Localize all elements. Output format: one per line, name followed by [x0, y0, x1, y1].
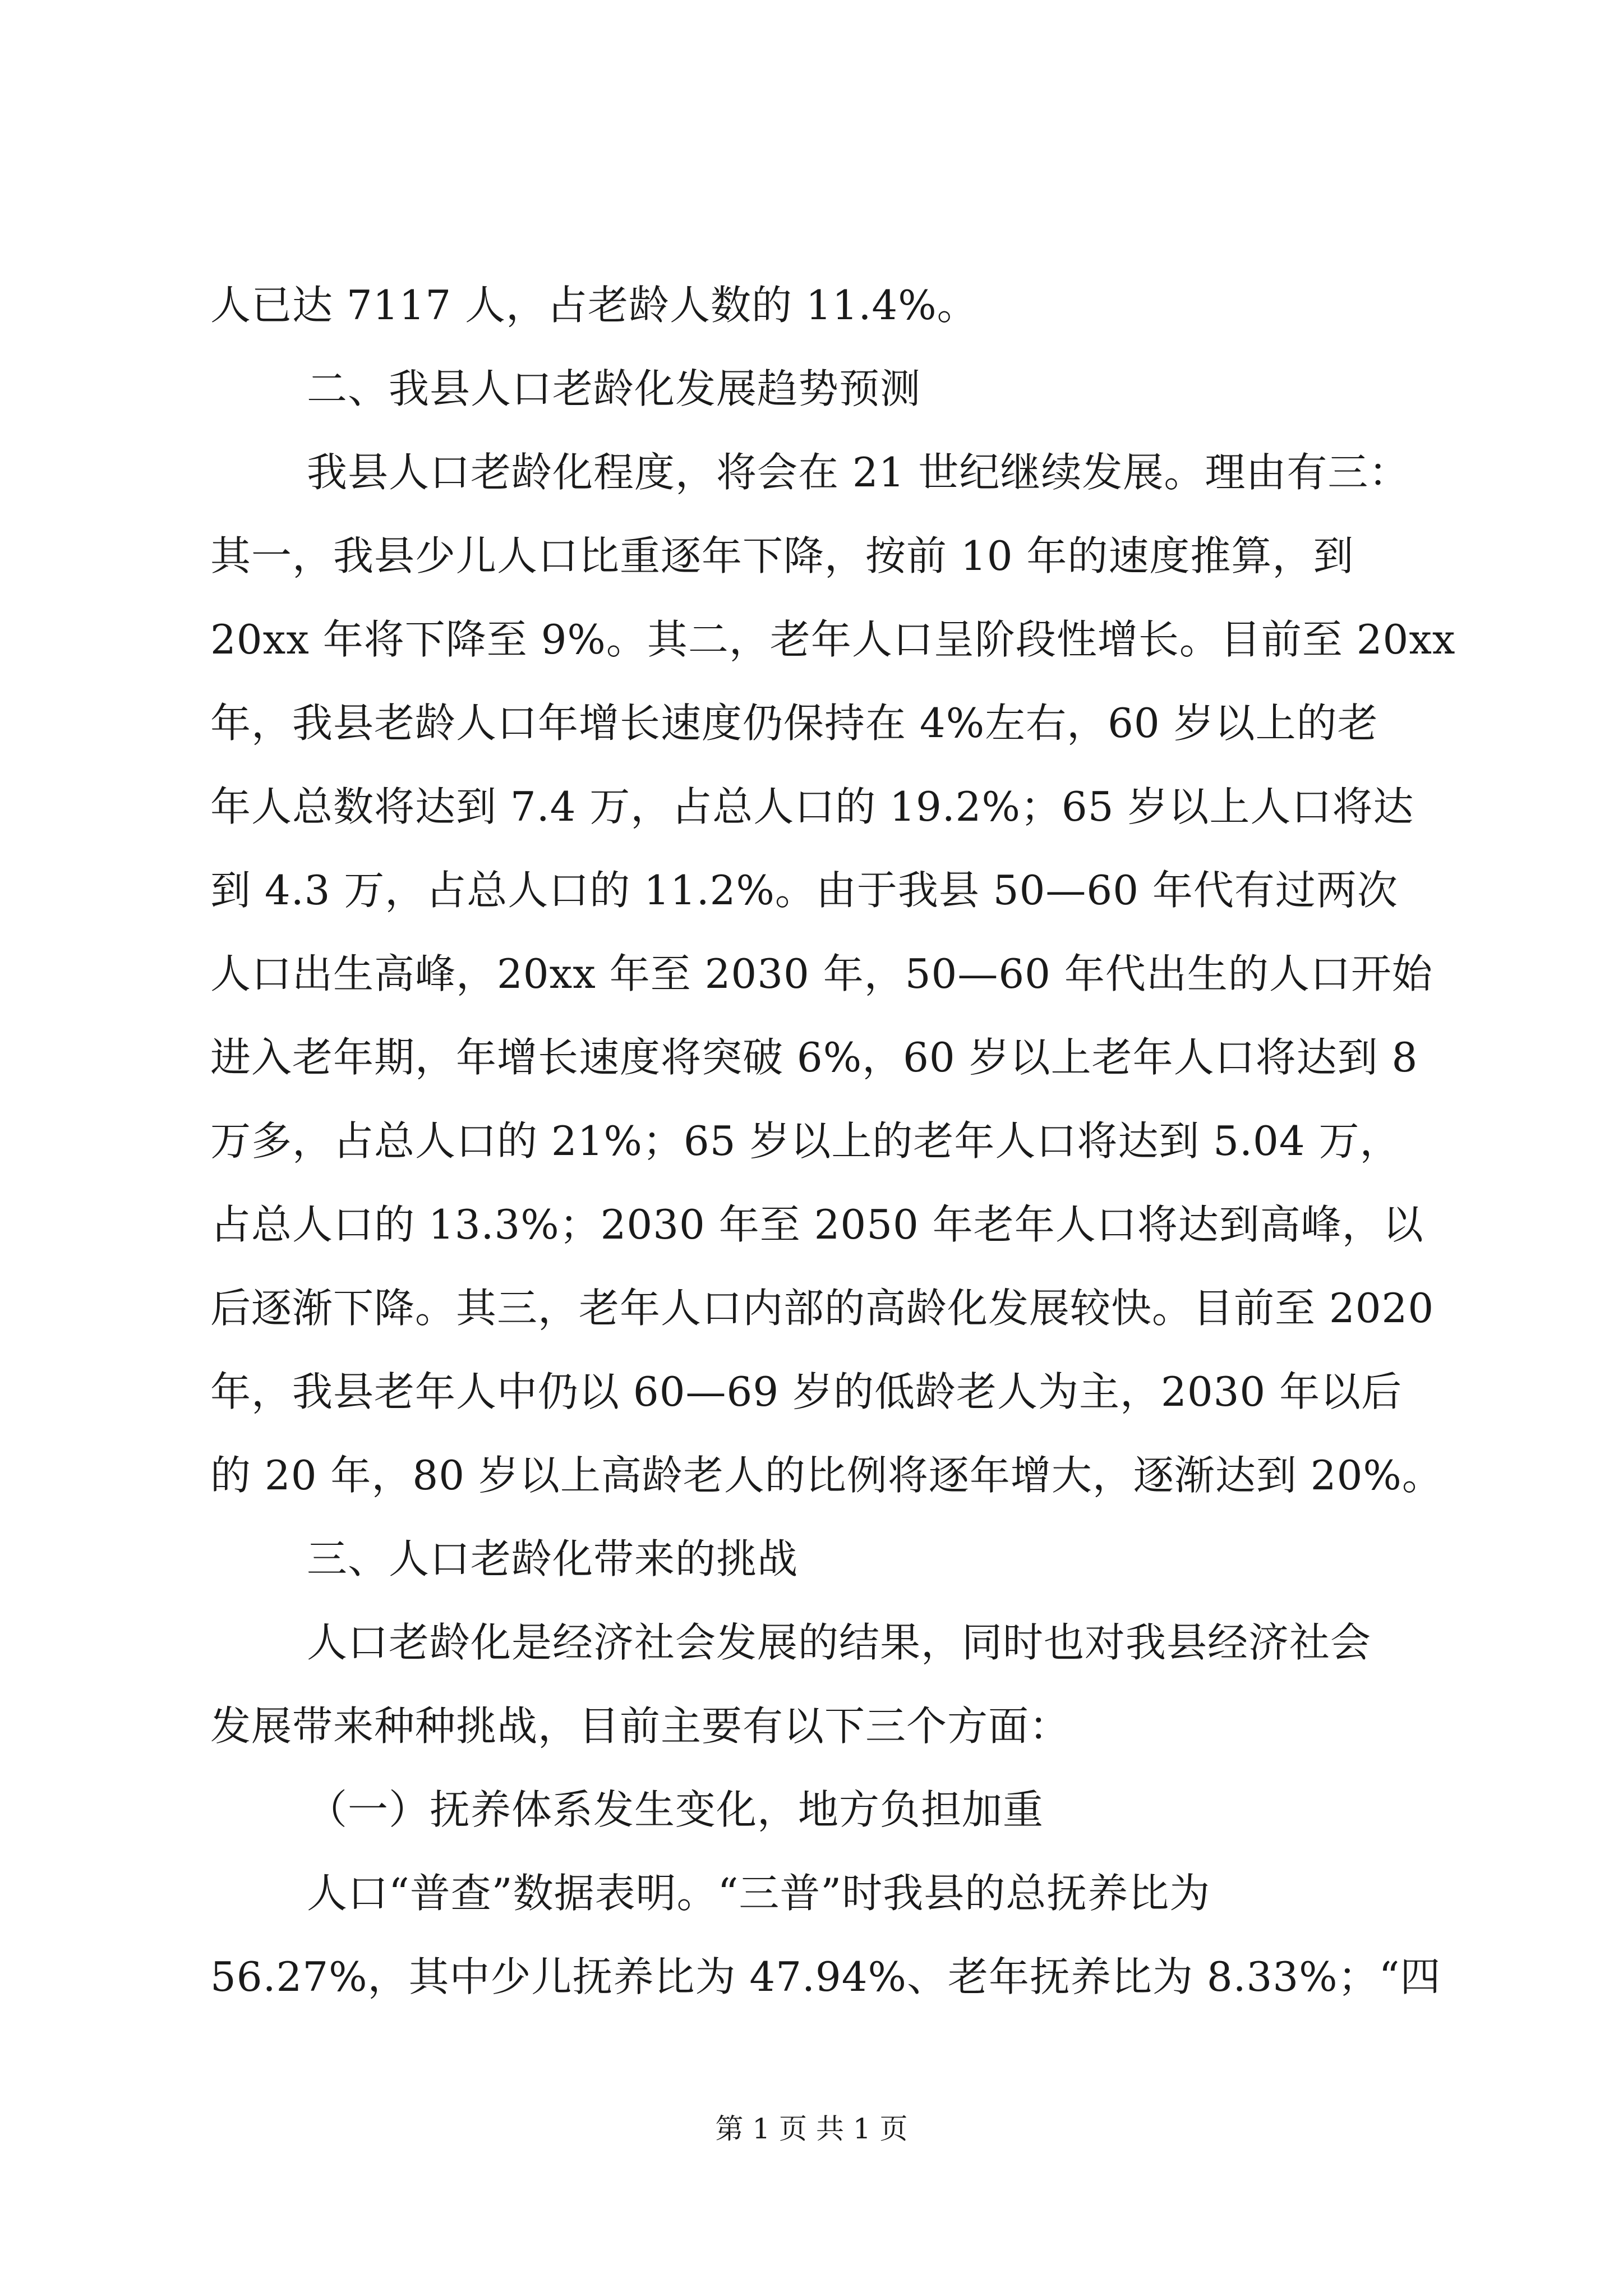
- text-line: （一）抚养体系发生变化，地方负担加重: [307, 1786, 1044, 1833]
- text-line: 进入老年期，年增长速度将突破 6%，60 岁以上老年人口将达到 8: [210, 1034, 1418, 1081]
- text-line: 到 4.3 万，占总人口的 11.2%。由于我县 50—60 年代有过两次: [210, 867, 1398, 914]
- text-line: 其一，我县少儿人口比重逐年下降，按前 10 年的速度推算，到: [210, 532, 1354, 579]
- page-footer: 第 1 页 共 1 页: [715, 2113, 908, 2145]
- text-line: 我县人口老龄化程度，将会在 21 世纪继续发展。理由有三：: [307, 449, 1410, 496]
- text-line: 人口老龄化是经济社会发展的结果，同时也对我县经济社会: [307, 1619, 1372, 1666]
- text-line: 的 20 年，80 岁以上高龄老人的比例将逐年增大，逐渐达到 20%。: [210, 1452, 1443, 1499]
- text-line: 年，我县老龄人口年增长速度仍保持在 4%左右，60 岁以上的老: [210, 700, 1378, 747]
- text-line: 三、人口老龄化带来的挑战: [307, 1535, 799, 1582]
- text-line: 56.27%，其中少儿抚养比为 47.94%、老年抚养比为 8.33%；“四: [210, 1953, 1441, 2000]
- text-line: 人口“普查”数据表明。“三普”时我县的总抚养比为: [307, 1870, 1211, 1917]
- text-line: 年，我县老年人中仍以 60—69 岁的低龄老人为主，2030 年以后: [210, 1368, 1403, 1415]
- text-line: 人已达 7117 人，占老龄人数的 11.4%。: [210, 282, 978, 329]
- text-line: 万多，占总人口的 21%；65 岁以上的老年人口将达到 5.04 万，: [210, 1117, 1401, 1165]
- text-line: 人口出生高峰，20xx 年至 2030 年，50—60 年代出生的人口开始: [210, 950, 1433, 997]
- text-line: 年人总数将达到 7.4 万，占总人口的 19.2%；65 岁以上人口将达: [210, 783, 1414, 830]
- text-line: 占总人口的 13.3%；2030 年至 2050 年老年人口将达到高峰，以: [210, 1201, 1424, 1248]
- text-line: 发展带来种种挑战，目前主要有以下三个方面：: [210, 1703, 1071, 1750]
- document-body: [210, 264, 1456, 2019]
- text-line: 20xx 年将下降至 9%。其二，老年人口呈阶段性增长。目前至 20xx: [210, 616, 1456, 663]
- text-line: 二、我县人口老龄化发展趋势预测: [307, 365, 921, 412]
- text-line: 后逐渐下降。其三，老年人口内部的高龄化发展较快。目前至 2020: [210, 1285, 1435, 1332]
